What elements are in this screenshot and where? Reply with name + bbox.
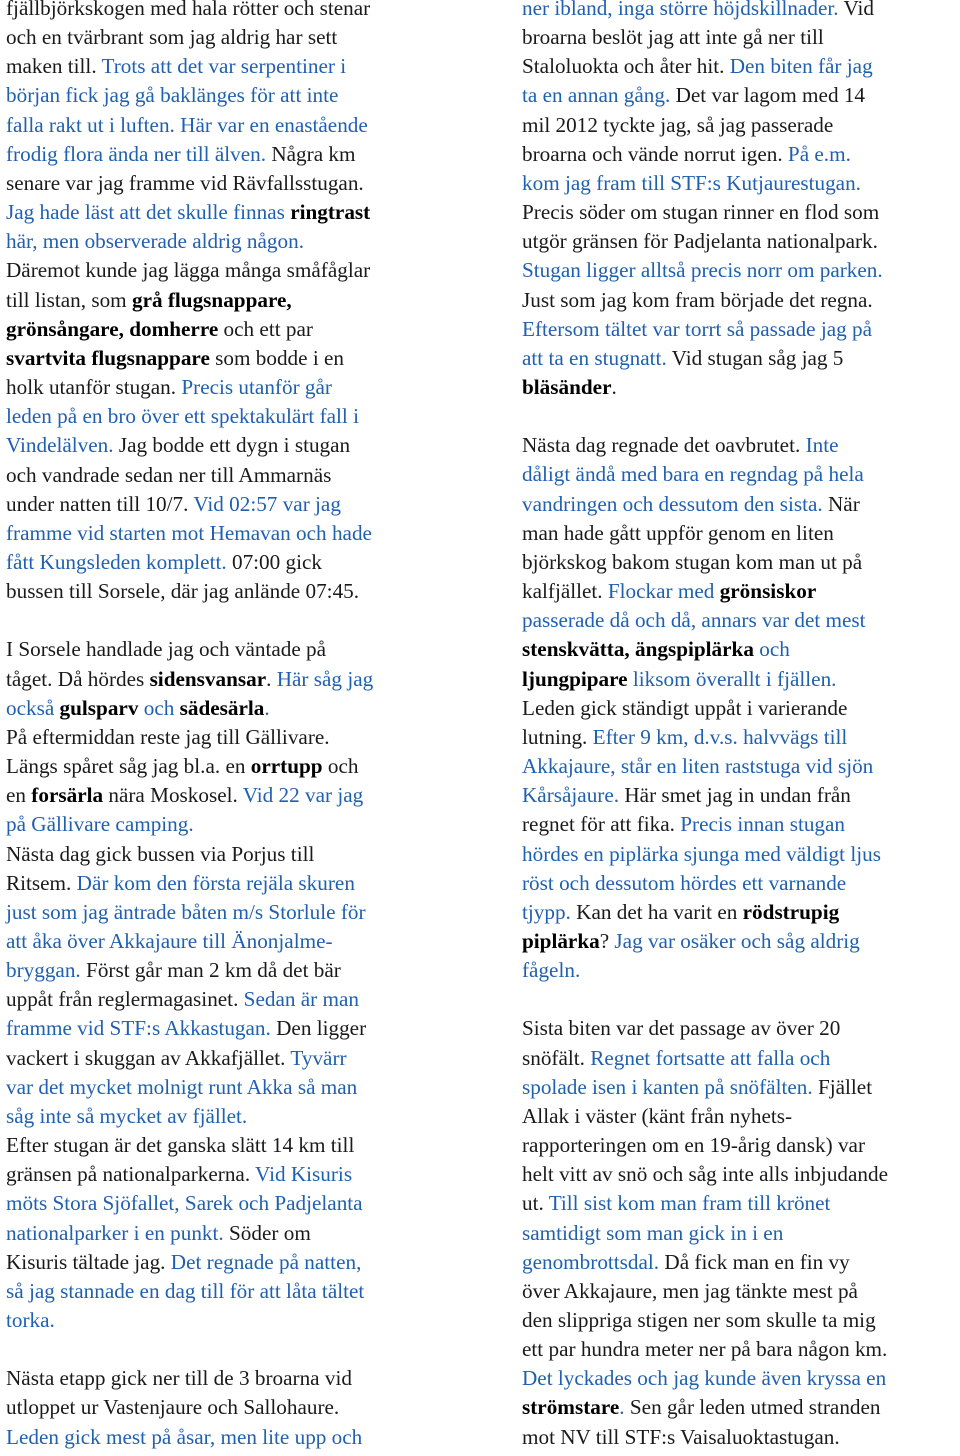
text-line xyxy=(522,1102,960,1131)
text-run: 07:00 gick xyxy=(231,549,323,574)
text-line xyxy=(522,548,960,577)
text-line xyxy=(522,1364,960,1393)
text-run: Den ligger xyxy=(276,1016,367,1041)
text-run: Vindelälven. xyxy=(6,433,119,458)
text-run: och ett par xyxy=(218,316,313,341)
text-run: leden på en bro över ett spektakulärt fall i xyxy=(6,404,359,429)
text-line xyxy=(6,1189,476,1218)
text-line xyxy=(6,198,476,227)
text-line xyxy=(6,402,476,431)
text-run: . xyxy=(264,695,270,720)
text-run: helt vitt av snö och såg inte alls inbjudande xyxy=(522,1162,889,1187)
text-run: mil 2012 tyckte jag, så jag passerade xyxy=(522,112,834,137)
text-line xyxy=(522,227,960,256)
text-line xyxy=(522,723,960,752)
text-run: Den biten får jag xyxy=(729,54,873,79)
text-run: Staloluokta och åter hit. xyxy=(522,54,730,79)
text-run: Regnet fortsatte att falla och xyxy=(590,1045,831,1070)
bird-name: grönsångare, domherre xyxy=(6,316,219,341)
text-line xyxy=(522,1306,960,1335)
text-run: hördes en piplärka sjunga med väldigt ljus xyxy=(522,841,881,866)
text-run: Precis utanför går xyxy=(181,375,332,400)
text-line xyxy=(522,606,960,635)
bird-name: strömstare xyxy=(522,1395,620,1420)
text-run: fågeln. xyxy=(522,958,581,983)
text-run: Det regnade på natten, xyxy=(170,1249,362,1274)
text-line xyxy=(522,1277,960,1306)
text-line xyxy=(522,840,960,869)
text-run: Kisuris tältade jag. xyxy=(6,1249,171,1274)
text-run: rapporteringen om en 19-årig dansk) var xyxy=(522,1133,865,1158)
text-run: liksom överallt i fjällen. xyxy=(627,666,837,691)
text-run: Sen går leden utmed stranden xyxy=(629,1395,881,1420)
text-line xyxy=(6,927,476,956)
text-run: Sista biten var det passage av över 20 xyxy=(522,1016,841,1041)
text-line xyxy=(522,519,960,548)
text-run: Vid 02:57 var jag xyxy=(193,491,341,516)
text-run: och xyxy=(138,695,180,720)
text-line xyxy=(6,52,476,81)
text-run: torka. xyxy=(6,1308,55,1333)
text-line xyxy=(6,781,476,810)
text-run: broarna och vände norrut igen. xyxy=(522,141,788,166)
text-line xyxy=(6,140,476,169)
text-line xyxy=(522,665,960,694)
text-run: och xyxy=(322,754,359,779)
text-run: Leden gick ständigt uppåt i varierande xyxy=(522,695,848,720)
text-line xyxy=(6,723,476,752)
text-run: att ta en stugnatt. xyxy=(522,345,672,370)
text-line xyxy=(522,956,960,985)
text-run: var det mycket molnigt runt Akka så man xyxy=(6,1074,358,1099)
text-line xyxy=(522,111,960,140)
text-run: maken till. xyxy=(6,54,102,79)
text-run: uppåt från reglermagasinet. xyxy=(6,987,244,1012)
text-run: Kårsåjaure. xyxy=(522,783,625,808)
bird-name: sädesärla xyxy=(179,695,265,720)
text-run: kalfjället. xyxy=(522,579,608,604)
text-line xyxy=(6,227,476,256)
text-line xyxy=(522,402,960,431)
text-line xyxy=(522,256,960,285)
text-line xyxy=(522,431,960,460)
text-line xyxy=(522,927,960,956)
bird-name: piplärka xyxy=(522,928,600,953)
text-line xyxy=(522,373,960,402)
text-line xyxy=(522,0,960,23)
text-run: När xyxy=(828,491,860,516)
text-run: en xyxy=(6,783,32,808)
text-run: vackert i skuggan av Akkafjället. xyxy=(6,1045,291,1070)
text-line xyxy=(6,985,476,1014)
text-line xyxy=(522,1335,960,1364)
text-line xyxy=(6,1219,476,1248)
text-line xyxy=(6,752,476,781)
text-line xyxy=(522,577,960,606)
text-run: Några km xyxy=(271,141,356,166)
text-line xyxy=(6,1160,476,1189)
text-run: Vid stugan såg jag 5 xyxy=(671,345,844,370)
text-run: vandringen och dessutom den sista. xyxy=(522,491,828,516)
text-line xyxy=(6,840,476,869)
text-line xyxy=(522,694,960,723)
text-run: samtidigt som man gick in i en xyxy=(522,1220,784,1245)
text-line xyxy=(6,1131,476,1160)
text-line xyxy=(6,606,476,635)
text-line xyxy=(6,1423,476,1452)
text-run: På eftermiddan reste jag till Gällivare. xyxy=(6,724,330,749)
text-line xyxy=(522,140,960,169)
text-run: som bodde i en xyxy=(209,345,345,370)
bird-name: svartvita flugsnappare xyxy=(6,345,210,370)
text-run: tåget. Då hördes xyxy=(6,666,150,691)
text-run: På e.m. xyxy=(787,141,851,166)
text-run: så jag stannade en dag till för att låta tältet xyxy=(6,1278,365,1303)
text-line xyxy=(6,1102,476,1131)
text-line xyxy=(6,169,476,198)
text-run: Söder om xyxy=(229,1220,311,1245)
text-run: frodig flora ända ner till älven. xyxy=(6,141,272,166)
text-run: fått Kungsleden komplett. xyxy=(6,549,232,574)
text-line xyxy=(522,315,960,344)
text-line xyxy=(6,373,476,402)
text-line xyxy=(6,1044,476,1073)
text-line xyxy=(6,810,476,839)
bird-name: grå flugsnappare, xyxy=(131,287,292,312)
text-line xyxy=(6,81,476,110)
text-run: nationalparker i en punkt. xyxy=(6,1220,229,1245)
text-line xyxy=(6,635,476,664)
text-run: Nästa etapp gick ner till de 3 broarna vid xyxy=(6,1366,352,1391)
text-run: Kan det ha varit en xyxy=(576,899,743,924)
text-run: såg inte så mycket av fjället. xyxy=(6,1103,248,1128)
text-run: . xyxy=(611,375,617,400)
text-run: att åka över Akkajaure till Änonjalme- xyxy=(6,928,333,953)
text-run: kom jag fram till STF:s Kutjaurestugan. xyxy=(522,170,861,195)
bird-name: sidensvansar xyxy=(149,666,267,691)
bird-name: stenskvätta, ängspiplärka xyxy=(522,637,754,662)
text-run: senare var jag framme vid Rävfallsstugan. xyxy=(6,170,364,195)
text-run: Ritsem. xyxy=(6,870,77,895)
text-run: Stugan ligger alltså precis norr om parken. xyxy=(522,258,883,283)
text-line xyxy=(6,956,476,985)
text-run: början fick jag gå baklänges för att inte xyxy=(6,83,339,108)
text-line xyxy=(522,286,960,315)
text-line xyxy=(6,315,476,344)
text-line xyxy=(522,1014,960,1043)
text-run: ta en annan gång. xyxy=(522,83,676,108)
text-run: Här smet jag in undan från xyxy=(624,783,851,808)
text-line xyxy=(522,490,960,519)
bird-name: forsärla xyxy=(31,783,104,808)
text-run: Till sist kom man fram till krönet xyxy=(548,1191,831,1216)
text-line xyxy=(6,0,476,23)
bird-name: grönsiskor xyxy=(719,579,817,604)
text-line xyxy=(6,344,476,373)
text-run: passerade då och då, annars var det mest xyxy=(522,608,866,633)
text-run: . xyxy=(266,666,277,691)
text-run: under natten till 10/7. xyxy=(6,491,194,516)
text-line xyxy=(6,431,476,460)
bird-name: ringtrast xyxy=(290,200,371,225)
text-line xyxy=(522,52,960,81)
text-line xyxy=(6,490,476,519)
text-line xyxy=(6,256,476,285)
text-run: ett par hundra meter ner på bara någon km. xyxy=(522,1337,888,1362)
text-run: här, men observerade aldrig någon. xyxy=(6,229,305,254)
text-line xyxy=(522,169,960,198)
text-run: Precis söder om stugan rinner en flod som xyxy=(522,200,880,225)
text-run: bryggan. xyxy=(6,958,87,983)
text-line xyxy=(6,665,476,694)
text-line xyxy=(6,548,476,577)
text-run: möts Stora Sjöfallet, Sarek och Padjelanta xyxy=(6,1191,363,1216)
text-run: bussen till Sorsele, där jag anlände 07:45. xyxy=(6,579,360,604)
text-line xyxy=(6,1364,476,1393)
text-line xyxy=(6,1248,476,1277)
text-line xyxy=(522,344,960,373)
text-line xyxy=(522,810,960,839)
text-run: tjypp. xyxy=(522,899,577,924)
text-run: Däremot kunde jag lägga många småfåglar xyxy=(6,258,371,283)
text-run: utgör gränsen för Padjelanta nationalpark. xyxy=(522,229,878,254)
bird-name: bläsänder xyxy=(522,375,612,400)
text-run: över Akkajaure, men jag tänkte mest på xyxy=(522,1278,858,1303)
text-line xyxy=(6,1073,476,1102)
text-run: Tyvärr xyxy=(290,1045,347,1070)
text-line xyxy=(522,1189,960,1218)
text-line xyxy=(522,869,960,898)
text-run: också xyxy=(6,695,60,720)
text-line xyxy=(6,694,476,723)
text-line xyxy=(522,1219,960,1248)
text-run: Fjället xyxy=(817,1074,873,1099)
text-run: framme vid STF:s Akkastugan. xyxy=(6,1016,277,1041)
text-run: falla rakt ut i luften. Här var en enastående xyxy=(6,112,368,137)
text-line xyxy=(6,898,476,927)
text-line xyxy=(6,1306,476,1335)
text-line xyxy=(6,111,476,140)
text-run: Efter stugan är det ganska slätt 14 km till xyxy=(6,1133,355,1158)
text-run: ut. xyxy=(522,1191,549,1216)
text-run: Allak i väster (känt från nyhets- xyxy=(522,1103,793,1128)
text-line xyxy=(6,1014,476,1043)
text-run: Precis innan stugan xyxy=(680,812,846,837)
text-line xyxy=(6,869,476,898)
text-run: Först går man 2 km då det bär xyxy=(86,958,341,983)
text-line xyxy=(522,1393,960,1422)
text-run: Det var lagom med 14 xyxy=(675,83,866,108)
text-run: ner ibland, inga större höjdskillnader. xyxy=(522,0,844,20)
text-line xyxy=(522,1423,960,1452)
text-line xyxy=(522,1160,960,1189)
text-line xyxy=(522,23,960,52)
text-run: lutning. xyxy=(522,724,593,749)
text-line xyxy=(6,23,476,52)
text-run: regnet för att fika. xyxy=(522,812,681,837)
text-line xyxy=(6,1393,476,1422)
text-line xyxy=(522,781,960,810)
text-run: Jag bodde ett dygn i stugan xyxy=(118,433,351,458)
text-run: I Sorsele handlade jag och väntade på xyxy=(6,637,327,662)
text-run: Akkajaure, står en liten raststuga vid sjön xyxy=(522,754,874,779)
bird-name: orrtupp xyxy=(250,754,323,779)
text-run: broarna beslöt jag att inte gå ner till xyxy=(522,25,824,50)
text-run: den slippriga stigen ner som skulle ta mig xyxy=(522,1308,876,1332)
text-run: man hade gått uppför genom en liten xyxy=(522,520,834,545)
text-line xyxy=(6,1277,476,1306)
text-run: Där kom den första rejäla skuren xyxy=(76,870,355,895)
text-run: ? xyxy=(599,928,615,953)
text-run: Nästa dag regnade det oavbrutet. xyxy=(522,433,806,458)
text-run: Här såg jag xyxy=(276,666,374,691)
text-run: Nästa dag gick bussen via Porjus till xyxy=(6,841,315,866)
text-run: Jag var osäker och såg aldrig xyxy=(614,928,860,953)
text-run: Flockar med xyxy=(607,579,720,604)
text-line xyxy=(522,898,960,927)
text-run: mot NV till STF:s Vaisaluoktastugan. xyxy=(522,1424,840,1449)
text-run: Sedan är man xyxy=(243,987,359,1012)
text-run: framme vid starten mot Hemavan och hade xyxy=(6,520,372,545)
text-run: Leden gick mest på åsar, men lite upp och xyxy=(6,1424,363,1449)
text-run: Längs spåret såg jag bl.a. en xyxy=(6,754,251,779)
left-text-column xyxy=(6,0,476,1452)
text-run: björkskog bakom stugan kom man ut på xyxy=(522,549,863,574)
text-line xyxy=(522,1044,960,1073)
text-run: Efter 9 km, d.v.s. halvvägs till xyxy=(592,724,848,749)
text-run: Just som jag kom fram började det regna. xyxy=(522,287,873,312)
bird-name: gulsparv xyxy=(59,695,139,720)
text-line xyxy=(522,1073,960,1102)
text-run: och vandrade sedan ner till Ammarnäs xyxy=(6,462,332,487)
text-run: Jag hade läst att det skulle finnas xyxy=(6,200,291,225)
right-text-column xyxy=(522,0,960,1452)
text-run: dåligt ändå med bara en regndag på hela xyxy=(522,462,864,487)
text-line xyxy=(522,81,960,110)
text-line xyxy=(6,577,476,606)
text-run: Trots att det var serpentiner i xyxy=(101,54,347,79)
text-run: utloppet ur Vastenjaure och Sallohaure. xyxy=(6,1395,340,1420)
text-line xyxy=(522,635,960,664)
text-line xyxy=(6,1335,476,1364)
text-run: röst och dessutom hördes ett varnande xyxy=(522,870,847,895)
text-line xyxy=(522,1248,960,1277)
text-run: fjällbjörkskogen med hala rötter och stenar xyxy=(6,0,371,20)
text-run: . xyxy=(619,1395,630,1420)
text-line xyxy=(522,460,960,489)
text-run: och xyxy=(753,637,790,662)
text-line xyxy=(522,1131,960,1160)
text-run: genombrottsdal. xyxy=(522,1249,665,1274)
text-run: Vid 22 var jag xyxy=(242,783,364,808)
text-run: Eftersom tältet var torrt så passade jag på xyxy=(522,316,873,341)
text-run: nära Moskosel. xyxy=(103,783,243,808)
text-line xyxy=(6,286,476,315)
text-run: holk utanför stugan. xyxy=(6,375,182,400)
text-run: just som jag äntrade båten m/s Storlule för xyxy=(6,899,366,924)
text-line xyxy=(522,985,960,1014)
text-run: Vid Kisuris xyxy=(255,1162,353,1187)
text-run: gränsen på nationalparkerna. xyxy=(6,1162,256,1187)
text-line xyxy=(6,519,476,548)
bird-name: rödstrupig xyxy=(742,899,840,924)
text-run: Då fick man en fin vy xyxy=(664,1249,850,1274)
text-line xyxy=(522,752,960,781)
text-line xyxy=(522,198,960,227)
bird-name: ljungpipare xyxy=(522,666,628,691)
text-run: till listan, som xyxy=(6,287,132,312)
text-run: Det lyckades och jag kunde även kryssa en xyxy=(522,1366,887,1391)
text-run: Vid xyxy=(843,0,874,20)
text-run: snöfält. xyxy=(522,1045,591,1070)
text-run: spolade isen i kanten på snöfälten. xyxy=(522,1074,818,1099)
text-run: på Gällivare camping. xyxy=(6,812,194,837)
text-run: och en tvärbrant som jag aldrig har sett xyxy=(6,25,338,50)
text-run: Inte xyxy=(805,433,839,458)
text-line xyxy=(6,461,476,490)
